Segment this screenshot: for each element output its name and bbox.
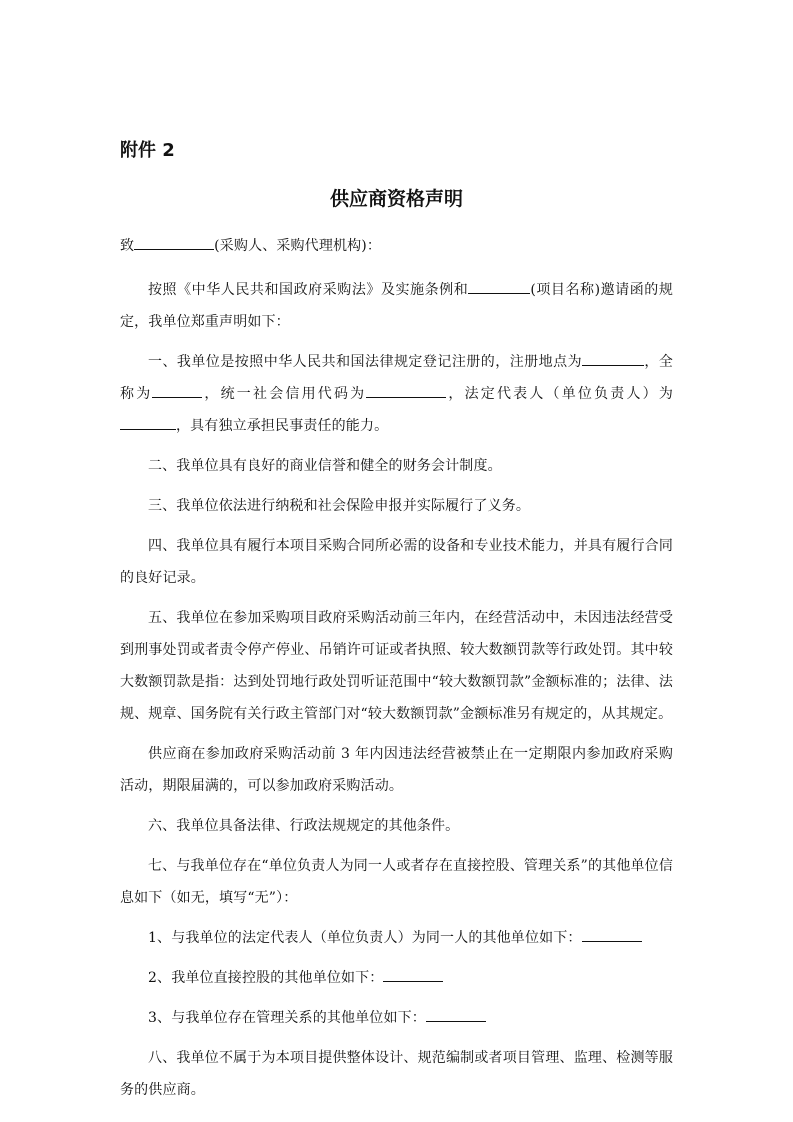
page-title: 供应商资格声明: [329, 188, 463, 210]
credit-code-blank[interactable]: [366, 379, 446, 398]
addressee-blank[interactable]: [134, 231, 214, 250]
intro-paragraph: [120, 274, 673, 338]
intro-text-b: (项目名称)邀请函的规定，我单位郑重声明如下：: [120, 282, 673, 330]
clause-1-text-c: ，统一社会信用代码为: [202, 386, 367, 402]
project-name-blank[interactable]: [468, 275, 530, 294]
addressee-prefix: 致: [120, 238, 135, 254]
clause-7-1-text: 1、与我单位的法定代表人（单位负责人）为同一人的其他单位如下：: [148, 930, 582, 946]
clause-7: 七、与我单位存在“单位负责人为同一人或者存在直接控股、管理关系”的其他单位信息如下（如无，填写“无”）：: [120, 858, 673, 906]
clause-7-1: [120, 922, 673, 954]
clause-7-2-text: 2、我单位直接控股的其他单位如下：: [148, 970, 384, 986]
clause-7-2: [120, 962, 673, 994]
managed-units-blank[interactable]: [426, 1003, 486, 1022]
clause-8: 八、我单位不属于为本项目提供整体设计、规范编制或者项目管理、监理、检测等服务的供应商。: [120, 1050, 673, 1098]
clause-1-text-a: 一、我单位是按照中华人民共和国法律规定登记注册的，注册地点为: [148, 354, 583, 370]
intro-text-a: 按照《中华人民共和国政府采购法》及实施条例和: [148, 282, 469, 298]
clause-4: 四、我单位具有履行本项目采购合同所必需的设备和专业技术能力，并具有履行合同的良好记录。: [120, 538, 673, 586]
annex-label: 附件 2: [120, 140, 175, 161]
clause-6: 六、我单位具备法律、行政法规规定的其他条件。: [148, 818, 460, 834]
declaration-body: [120, 230, 673, 1114]
clause-1-text-d: ，法定代表人（单位负责人）为: [446, 386, 674, 402]
clause-5-note: 供应商在参加政府采购活动前 3 年内因违法经营被禁止在一定期限内参加政府采购活动，期限届满的，可以参加政府采购活动。: [120, 746, 673, 794]
clause-1: [120, 346, 673, 442]
same-rep-units-blank[interactable]: [582, 923, 642, 942]
registration-place-blank[interactable]: [582, 347, 644, 366]
clause-5: 五、我单位在参加采购项目政府采购活动前三年内，在经营活动中，未因违法经营受到刑事处罚或者责令停产停业、吊销许可证或者执照、较大数额罚款等行政处罚。其中较大数额罚款是指：达到处罚地行政处罚听证范围中“较大数额罚款”金额标准的；法律、法规、规章、国务院有关行政主管部门对“较大数额罚款”金额标准另有规定的，从其规定。: [120, 610, 673, 722]
full-name-blank[interactable]: [152, 379, 202, 398]
clause-3: 三、我单位依法进行纳税和社会保险申报并实际履行了义务。: [148, 498, 531, 514]
clause-1-text-b: ，全称为: [120, 354, 673, 402]
clause-1-text-e: ，具有独立承担民事责任的能力。: [176, 418, 389, 434]
legal-rep-blank[interactable]: [120, 411, 176, 430]
controlled-units-blank[interactable]: [383, 963, 443, 982]
addressee-line: [120, 230, 673, 262]
clause-7-3-text: 3、与我单位存在管理关系的其他单位如下：: [148, 1010, 426, 1026]
addressee-suffix: (采购人、采购代理机构)：: [214, 238, 382, 254]
clause-2: 二、我单位具有良好的商业信誉和健全的财务会计制度。: [148, 458, 502, 474]
clause-7-3: [120, 1002, 673, 1034]
